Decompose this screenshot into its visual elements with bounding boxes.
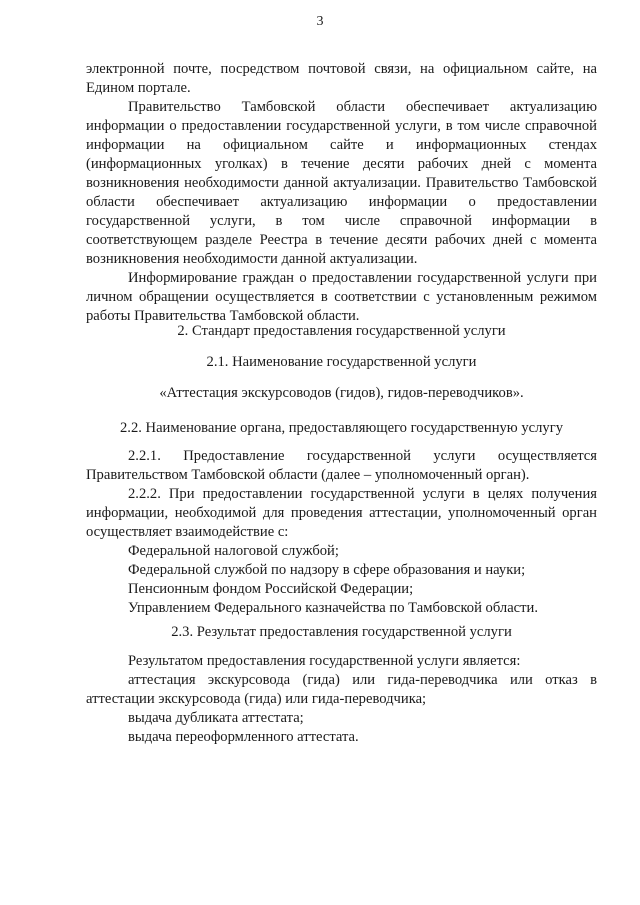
section-2-2-body bbox=[86, 447, 597, 618]
result-intro: Результатом предоставления государственной услуги является: bbox=[128, 653, 521, 669]
paragraph-personal-inquiry: Информирование граждан о предоставлении государственной услуги при личном обращении осуществляется в соответствии с установленным режимом работы Правительства Тамбовской области. bbox=[86, 270, 597, 324]
section-2-3-heading: 2.3. Результат предоставления государственной услуги bbox=[171, 624, 512, 640]
page-number: 3 bbox=[316, 14, 324, 29]
section-2-2-heading: 2.2. Наименование органа, предоставляющего государственную услугу bbox=[120, 420, 563, 436]
paragraph-info-update: Правительство Тамбовской области обеспечивает актуализацию информации о предоставлении государственной услуги, в том числе справочной информации на официальном сайте и информационных стендах (информационных уголках) в течение десяти рабочих дней с момента возникновения необходимости данной актуализации. Правительство Тамбовской области обеспечивает актуализацию информации о предоставлении государственной услуги, в том числе справочной информации в соответствующем разделе Реестра в течение десяти рабочих дней с момента возникновения необходимости данной актуализации. bbox=[86, 99, 597, 267]
contact-continuation-block bbox=[86, 60, 597, 326]
list-item: Управлением Федерального казначейства по Тамбовской области. bbox=[128, 600, 538, 616]
clause-2-2-1: 2.2.1. Предоставление государственной услуги осуществляется Правительством Тамбовской области (далее – уполномоченный орган). bbox=[86, 448, 597, 483]
section-2-1-service-name: «Аттестация экскурсоводов (гидов), гидов-переводчиков». bbox=[159, 385, 524, 401]
list-item: выдача дубликата аттестата; bbox=[128, 710, 304, 726]
list-item: Пенсионным фондом Российской Федерации; bbox=[128, 581, 414, 597]
section-2-3-body bbox=[86, 652, 597, 747]
list-item: Федеральной налоговой службой; bbox=[128, 543, 339, 559]
clause-2-2-2: 2.2.2. При предоставлении государственной услуги в целях получения информации, необходимой для проведения аттестации, уполномоченный орган осуществляет взаимодействие с: bbox=[86, 486, 597, 540]
result-item-attestation: аттестация экскурсовода (гида) или гида-переводчика или отказ в аттестации экскурсовода (гида) или гида-переводчика; bbox=[86, 672, 597, 707]
section-2-1-heading: 2.1. Наименование государственной услуги bbox=[206, 354, 477, 370]
list-item: выдача переоформленного аттестата. bbox=[128, 729, 359, 745]
paragraph-contact-channels: электронной почте, посредством почтовой связи, на официальном сайте, на Едином портале. bbox=[86, 61, 597, 96]
section-2-heading: 2. Стандарт предоставления государственной услуги bbox=[177, 323, 506, 339]
list-item: Федеральной службой по надзору в сфере образования и науки; bbox=[128, 562, 526, 578]
